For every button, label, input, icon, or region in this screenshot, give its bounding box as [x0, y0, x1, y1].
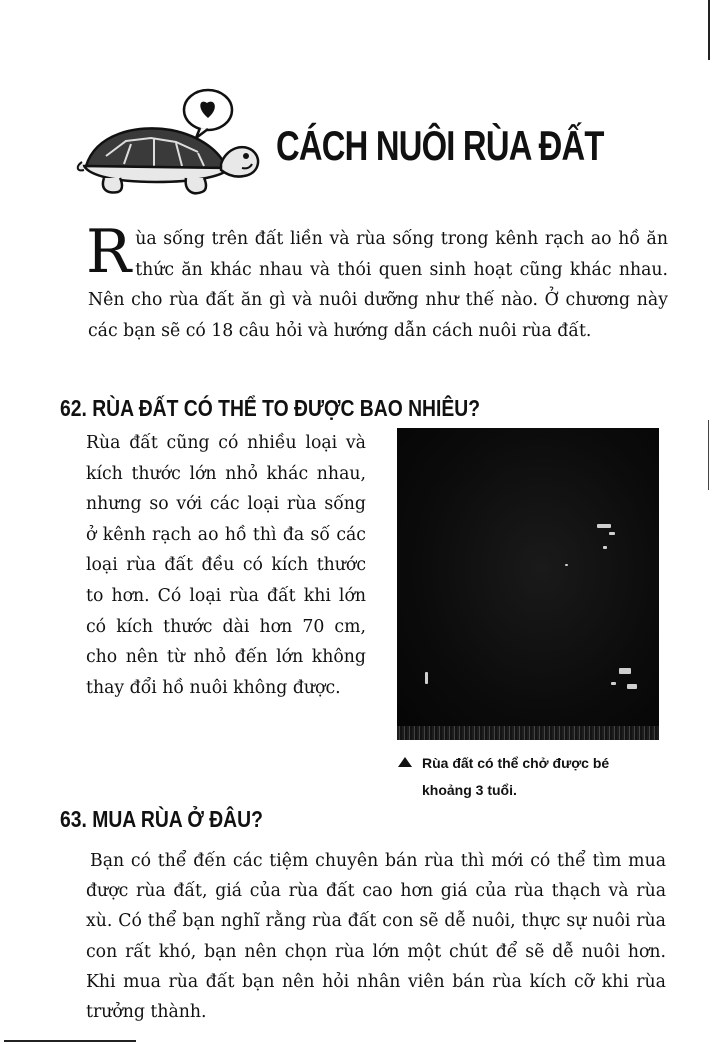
drop-cap: R — [86, 217, 132, 287]
caption-line-2: khoảng 3 tuổi. — [422, 782, 517, 798]
triangle-pointer-icon — [398, 757, 412, 767]
intro-text: ùa sống trên đất liền và rùa sống trong kênh rạch ao hồ ăn thức ăn khác nhau và thói quen sinh hoạt cũng khác nhau. Nên cho rùa đất ăn gì và nuôi dưỡng như thế nào. Ở chương này các bạn sẽ có 18 câu hỏi và hướng dẫn cách nuôi rùa đất. — [88, 229, 668, 341]
chapter-title: CÁCH NUÔI RÙA ĐẤT — [276, 122, 604, 169]
turtle-with-heart-icon — [76, 86, 266, 202]
section-heading-62: 62. RÙA ĐẤT CÓ THỂ TO ĐƯỢC BAO NHIÊU? — [60, 395, 481, 421]
turtle-photo — [397, 428, 659, 740]
section-62-paragraph: Rùa đất cũng có nhiều loại và kích thước lớn nhỏ khác nhau, nhưng so với các loại rùa sống ở kênh rạch ao hồ thì đa số các loại rùa đất đều có kích thước to hơn. Có loại rùa đất khi lớn có kích thước dài hơn 70 cm, cho nên từ nhỏ đến lớn không thay đổi hồ nuôi không được. — [86, 433, 366, 698]
section-63-paragraph: Bạn có thể đến các tiệm chuyên bán rùa thì mới có thể tìm mua được rùa đất, giá của rùa đất cao hơn giá của rùa thạch và rùa xù. Có thể bạn nghĩ rằng rùa đất con sẽ dễ nuôi, thực sự nuôi rùa con rất khó, bạn nên chọn rùa lớn một chút để sẽ dễ nuôi hơn. Khi mua rùa đất bạn nên hỏi nhân viên bán rùa kích cỡ khi rùa trưởng thành. — [86, 851, 666, 1023]
section-heading-63: 63. MUA RÙA Ở ĐÂU? — [60, 806, 263, 832]
page-edge-rule — [708, 0, 710, 60]
photo-caption — [398, 750, 668, 804]
caption-line-1: Rùa đất có thể chở được bé — [422, 755, 610, 771]
intro-paragraph — [86, 217, 668, 346]
footnote-rule — [4, 1040, 136, 1042]
page-edge-rule — [708, 420, 709, 490]
